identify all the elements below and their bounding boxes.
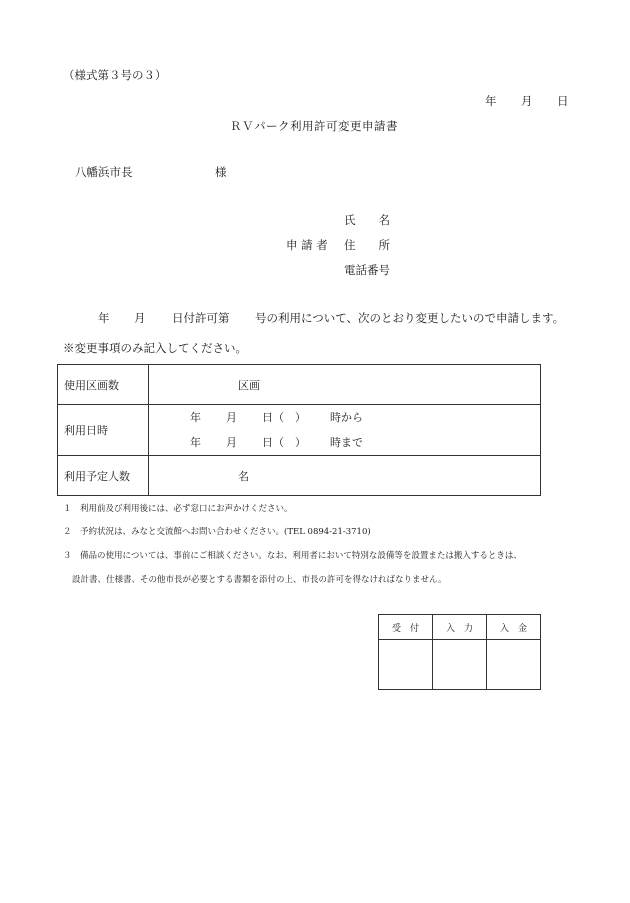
instruction-text: ※変更事項のみ記入してください。 — [63, 341, 247, 355]
office-use-table — [378, 614, 541, 690]
office-use-header-entered: 入 力 — [433, 615, 487, 640]
office-use-header-payment: 入 金 — [487, 615, 541, 640]
change-details-table — [57, 364, 541, 496]
office-use-header-received: 受 付 — [379, 615, 433, 640]
datetime-input-cell[interactable] — [149, 405, 541, 456]
people-unit: 名 — [238, 469, 249, 483]
table-row — [58, 456, 541, 496]
page-title: ＲＶパーク利用許可変更申請書 — [230, 119, 398, 133]
addressee-honorific: 様 — [215, 165, 227, 179]
note-3-continued: 設計書、仕様書、その他市長が必要とする書類を添付の上、市長の許可を得なければなりません。 — [72, 575, 447, 585]
form-number: （様式第３号の３） — [63, 68, 167, 82]
start-month: 月 — [226, 411, 237, 424]
end-time-suffix: 時まで — [330, 436, 363, 449]
date-month-label: 月 — [521, 94, 533, 108]
end-year: 年 — [190, 436, 201, 449]
office-use-cell-payment — [487, 640, 541, 690]
request-date-permit: 日付許可第 — [172, 311, 230, 325]
start-day: 日（ ） — [262, 411, 306, 424]
start-year: 年 — [190, 411, 201, 424]
note-2: ２ 予約状況は、みなと交流館へお問い合わせください。(TEL 0894-21-3710) — [63, 527, 371, 537]
date-day-label: 日 — [557, 94, 569, 108]
date-year-label: 年 — [485, 94, 497, 108]
row-label-sections: 使用区画数 — [58, 365, 149, 405]
row-label-people: 利用予定人数 — [58, 456, 149, 496]
people-input-cell[interactable] — [149, 456, 541, 496]
sections-unit: 区画 — [238, 378, 260, 392]
applicant-address-label: 住 所 — [344, 238, 390, 252]
request-year: 年 — [98, 311, 110, 325]
table-row — [58, 365, 541, 405]
applicant-name-label: 氏 名 — [344, 213, 390, 227]
end-month: 月 — [226, 436, 237, 449]
start-time-suffix: 時から — [330, 411, 363, 424]
applicant-label: 申 請 者 — [286, 238, 328, 252]
office-use-cell-received — [379, 640, 433, 690]
row-label-datetime: 利用日時 — [58, 405, 149, 456]
note-3: ３ 備品の使用については、事前にご相談ください。なお、利用者において特別な設備等を設置または搬入するときは、 — [63, 551, 522, 561]
sections-input-cell[interactable] — [149, 365, 541, 405]
office-use-cell-entered — [433, 640, 487, 690]
note-1: １ 利用前及び利用後には、必ず窓口にお声かけください。 — [63, 504, 293, 514]
applicant-phone-label: 電話番号 — [344, 263, 390, 277]
request-month: 月 — [134, 311, 146, 325]
request-body: 号の利用について、次のとおり変更したいので申請します。 — [255, 311, 565, 325]
end-day: 日（ ） — [262, 436, 306, 449]
table-row — [58, 405, 541, 456]
addressee-name: 八幡浜市長 — [75, 165, 133, 179]
